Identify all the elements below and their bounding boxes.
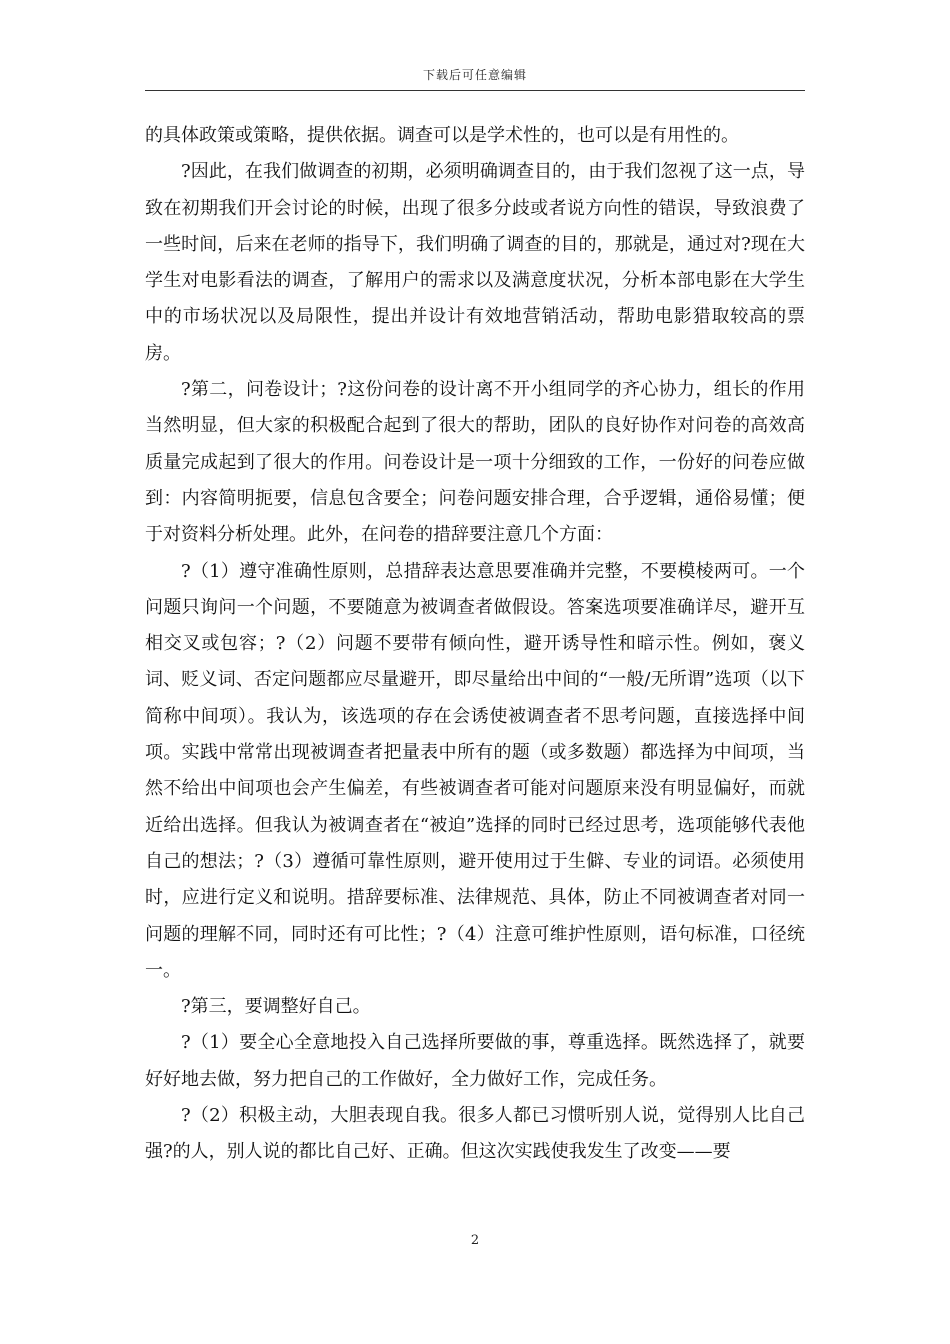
page-number: 2	[470, 1233, 480, 1248]
paragraph-wording-principles: ?（1）遵守准确性原则，总措辞表达意思要准确并完整，不要模棱两可。一个问题只询问一个问题，不要随意为被调查者做假设。答案选项要准确详尽，避开互相交叉或包容；?（2）问题不要带有倾向性，避开诱导性和暗示性。例如，褒义词、贬义词、否定问题都应尽量避开，即尽量给出中间的“一般/无所谓”选项（以下简称中间项）。我认为，该选项的存在会诱使被调查者不思考问题，直接选择中间项。实践中常常出现被调查者把量表中所有的题（或多数题）都选择为中间项，当然不给出中间项也会产生偏差，有些被调查者可能对问题原来没有明显偏好，而就近给出选择。但我认为被调查者在“被迫”选择的同时已经过思考，选项能够代表他自己的想法；?（3）遵循可靠性原则，避开使用过于生僻、专业的词语。必须使用时，应进行定义和说明。措辞要标准、法律规范、具体，防止不同被调查者对同一问题的理解不同，同时还有可比性；?（4）注意可维护性原则，语句标准，口径统一。	[145, 560, 805, 981]
document-body	[145, 118, 805, 1171]
paragraph-point-1: ?（1）要全心全意地投入自己选择所要做的事，尊重选择。既然选择了，就要好好地去做，努力把自己的工作做好，全力做好工作，完成任务。	[145, 1032, 805, 1090]
header-divider	[145, 90, 805, 91]
paragraph-third-point: ?第三，要调整好自己。	[181, 996, 371, 1018]
paragraph-continuation: 的具体政策或策略，提供依据。调查可以是学术性的，也可以是有用性的。	[145, 125, 739, 146]
paragraph-point-2: ?（2）积极主动，大胆表现自我。很多人都已习惯听别人说，觉得别人比自己强?的人，别人说的都比自己好、正确。但这次实践使我发生了改变——要	[145, 1105, 805, 1163]
paragraph-questionnaire-design: ?第二，问卷设计；?这份问卷的设计离不开小组同学的齐心协力，组长的作用当然明显，但大家的积极配合起到了很大的帮助，团队的良好协作对问卷的高效高质量完成起到了很大的作用。问卷设计是一项十分细致的工作，一份好的问卷应做到：内容简明扼要，信息包含要全；问卷问题安排合理，合乎逻辑，通俗易懂；便于对资料分析处理。此外，在问卷的措辞要注意几个方面：	[145, 379, 805, 546]
page-header: 下载后可任意编辑	[422, 68, 527, 82]
paragraph-survey-purpose: ?因此，在我们做调查的初期，必须明确调查目的，由于我们忽视了这一点，导致在初期我们开会讨论的时候，出现了很多分歧或者说方向性的错误，导致浪费了一些时间，后来在老师的指导下，我们明确了调查的目的，那就是，通过对?现在大学生对电影看法的调查，了解用户的需求以及满意度状况，分析本部电影在大学生中的市场状况以及局限性，提出并设计有效地营销活动，帮助电影猎取较高的票房。	[145, 161, 805, 364]
